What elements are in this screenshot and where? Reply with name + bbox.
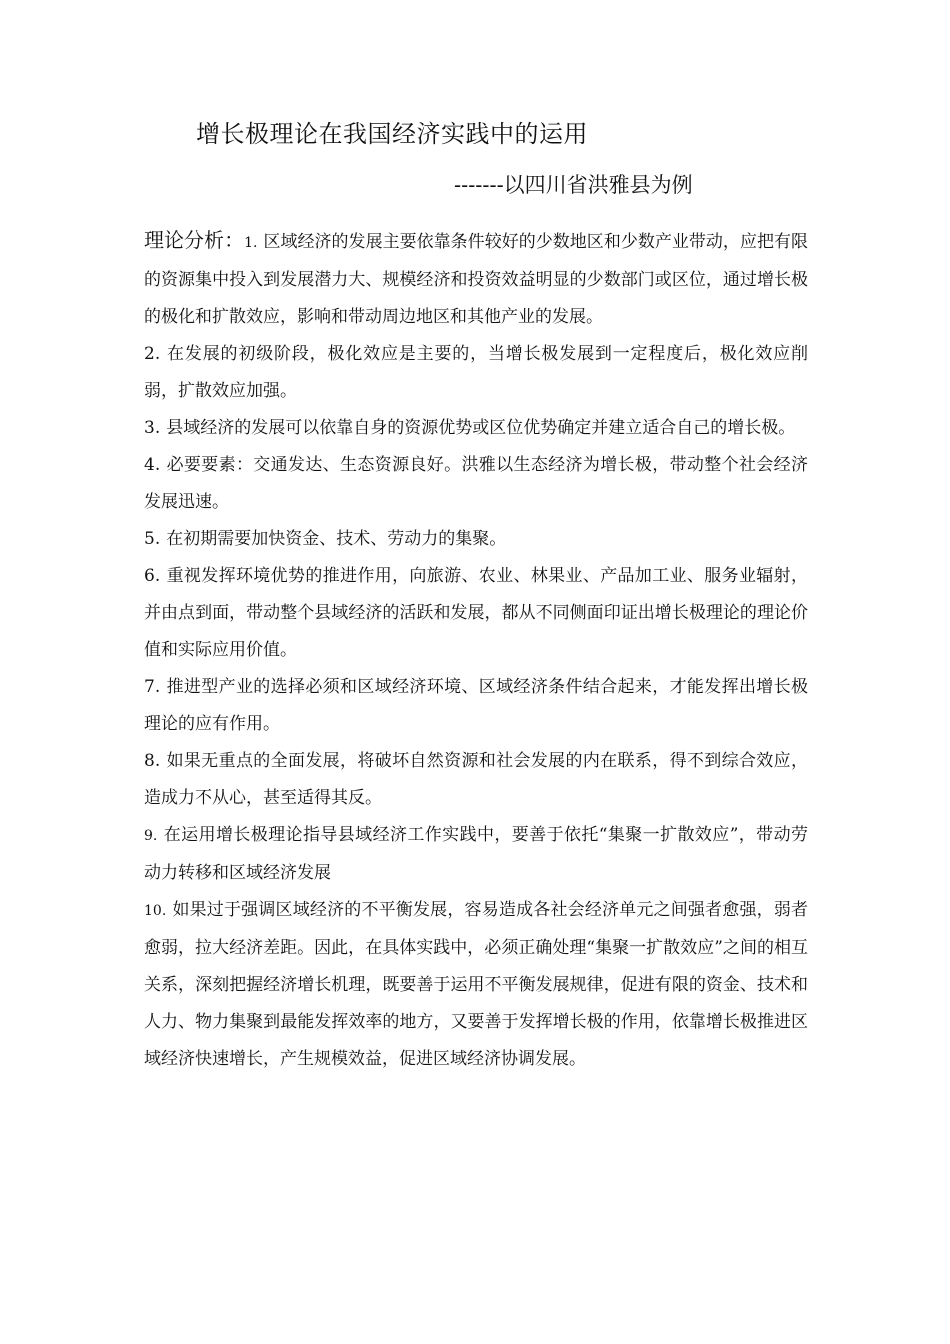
point-9 xyxy=(144,817,808,892)
point-number: 7. xyxy=(144,677,161,697)
point-number: 9. xyxy=(144,828,158,844)
point-10 xyxy=(144,892,808,1078)
point-number: 8. xyxy=(144,751,161,771)
point-2 xyxy=(144,336,808,410)
document-body xyxy=(144,222,808,1078)
point-number: 10. xyxy=(144,903,167,919)
point-number: 2. xyxy=(144,344,161,364)
point-text: 在发展的初级阶段，极化效应是主要的，当增长极发展到一定程度后，极化效应削弱，扩散效应加强。 xyxy=(144,344,808,401)
point-text: 如果过于强调区域经济的不平衡发展，容易造成各社会经济单元之间强者愈强，弱者愈弱，拉大经济差距。因此，在具体实践中，必须正确处理“集聚一扩散效应”之间的相互关系，深刻把握经济增长机理，既要善于运用不平衡发展规律，促进有限的资金、技术和人力、物力集聚到最能发挥效率的地方，又要善于发挥增长极的作用，依靠增长极推进区域经济快速增长，产生规模效益，促进区域经济协调发展。 xyxy=(144,900,808,1069)
point-number: 1. xyxy=(244,235,258,251)
document-title: 增长极理论在我国经济实践中的运用 xyxy=(196,120,588,148)
point-1 xyxy=(144,222,808,336)
point-number: 5. xyxy=(144,529,161,549)
point-number: 4. xyxy=(144,455,161,475)
point-text: 必要要素：交通发达、生态资源良好。洪雅以生态经济为增长极，带动整个社会经济发展迅速。 xyxy=(144,455,808,512)
lead-label: 理论分析： xyxy=(144,228,245,252)
point-7 xyxy=(144,669,808,743)
point-number: 3. xyxy=(144,418,161,438)
point-8 xyxy=(144,743,808,817)
point-text: 推进型产业的选择必须和区域经济环境、区域经济条件结合起来，才能发挥出增长极理论的应有作用。 xyxy=(144,677,808,734)
point-text: 在初期需要加快资金、技术、劳动力的集聚。 xyxy=(166,529,507,549)
point-text: 在运用增长极理论指导县域经济工作实践中，要善于依托“集聚一扩散效应”，带动劳动力转移和区域经济发展 xyxy=(144,825,808,883)
point-3 xyxy=(144,410,808,447)
point-number: 6. xyxy=(144,566,161,586)
point-text: 区域经济的发展主要依靠条件较好的少数地区和少数产业带动，应把有限的资源集中投入到发展潜力大、规模经济和投资效益明显的少数部门或区位，通过增长极的极化和扩散效应，影响和带动周边地区和其他产业的发展。 xyxy=(144,232,809,327)
point-4 xyxy=(144,447,808,521)
point-6 xyxy=(144,558,808,669)
point-5 xyxy=(144,521,808,558)
point-text: 重视发挥环境优势的推进作用，向旅游、农业、林果业、产品加工业、服务业辐射，并由点到面，带动整个县域经济的活跃和发展，都从不同侧面印证出增长极理论的理论价值和实际应用价值。 xyxy=(144,566,808,660)
point-text: 如果无重点的全面发展，将破坏自然资源和社会发展的内在联系，得不到综合效应，造成力不从心，甚至适得其反。 xyxy=(144,751,808,808)
point-text: 县域经济的发展可以依靠自身的资源优势或区位优势确定并建立适合自己的增长极。 xyxy=(166,418,796,438)
document-subtitle: -------以四川省洪雅县为例 xyxy=(454,173,693,197)
